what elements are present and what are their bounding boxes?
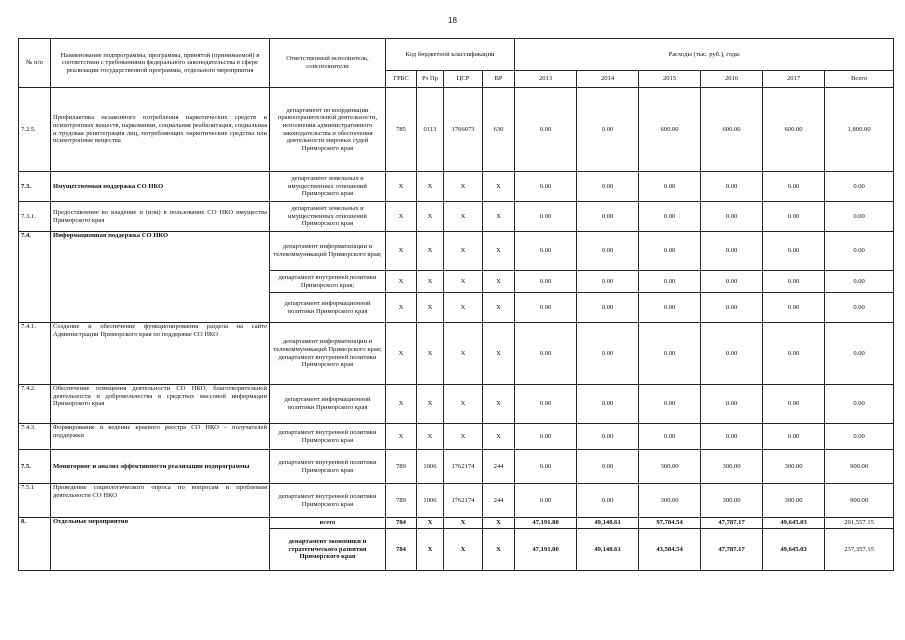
- row-num: 8.: [19, 518, 51, 571]
- value-cell: 1,800.00: [825, 88, 894, 172]
- table-row: [19, 202, 894, 232]
- row-num: 7.5.1: [19, 484, 51, 518]
- row-num: 7.5.: [19, 450, 51, 484]
- header-code: ВР: [483, 71, 515, 88]
- budget-table: [18, 38, 894, 571]
- value-cell: 49,148.61: [577, 529, 639, 571]
- value-cell: 300.00: [701, 450, 763, 484]
- row-name: Мониторинг и анализ эффективности реализации подпрограммы: [51, 450, 270, 484]
- code-cell: 244: [483, 484, 515, 518]
- row-name: Отдельные мероприятия: [51, 518, 270, 571]
- value-cell: 0.00: [515, 484, 577, 518]
- header-expenses: Расходы (тыс. руб.), годы: [515, 39, 894, 71]
- code-cell: X: [483, 271, 515, 293]
- value-cell: 47,787.17: [701, 529, 763, 571]
- code-cell: X: [483, 323, 515, 385]
- code-cell: X: [417, 529, 444, 571]
- header-num: № п/п: [19, 39, 51, 88]
- value-cell: 300.00: [639, 484, 701, 518]
- header-year: 2017: [763, 71, 825, 88]
- code-cell: X: [483, 424, 515, 450]
- code-cell: X: [483, 293, 515, 323]
- code-cell: X: [417, 202, 444, 232]
- value-cell: 0.00: [701, 232, 763, 271]
- header-year: Всего: [825, 71, 894, 88]
- value-cell: 0.00: [639, 232, 701, 271]
- value-cell: 300.00: [639, 450, 701, 484]
- row-name: Обеспечение освещения деятельности СО НКО, благотворительной деятельности и добровольчества в средствах массовой информации Приморского края: [51, 385, 270, 424]
- header-row: [19, 39, 894, 71]
- code-cell: 785: [386, 88, 417, 172]
- value-cell: 900.00: [825, 450, 894, 484]
- value-cell: 0.00: [577, 450, 639, 484]
- value-cell: 0.00: [515, 232, 577, 271]
- value-cell: 0.00: [639, 172, 701, 202]
- header-code: ГРБС: [386, 71, 417, 88]
- header-year: 2015: [639, 71, 701, 88]
- row-executor: департамент внутренней политики Приморского края: [270, 484, 386, 518]
- code-cell: X: [386, 271, 417, 293]
- row-name: Профилактика незаконного потребления наркотических средств и психотропных веществ, наркомании, социальная реабилитация, социальная и трудовая реинтеграция лиц, потребляющих наркотические средства или психотропные вещества: [51, 88, 270, 172]
- code-cell: X: [417, 172, 444, 202]
- value-cell: 0.00: [639, 293, 701, 323]
- row-name: Информационная поддержка СО НКО: [51, 232, 270, 323]
- value-cell: 0.00: [639, 323, 701, 385]
- code-cell: X: [444, 202, 483, 232]
- code-cell: X: [483, 232, 515, 271]
- header-name: Наименование подпрограммы, программы, принятой (принимаемой) в соответствии с требованиями федерального законодательства в сфере реализации государственной программы, отдельного мероприятия: [51, 39, 270, 88]
- code-cell: 784: [386, 529, 417, 571]
- value-cell: 900.00: [825, 484, 894, 518]
- value-cell: 43,584.54: [639, 529, 701, 571]
- value-cell: 300.00: [701, 484, 763, 518]
- value-cell: 0.00: [515, 293, 577, 323]
- table-row: [19, 518, 894, 529]
- code-cell: X: [417, 323, 444, 385]
- code-cell: X: [386, 172, 417, 202]
- value-cell: 600.00: [701, 88, 763, 172]
- row-executor: департамент внутренней политики Приморского края: [270, 450, 386, 484]
- row-executor: департамент земельных и имущественных отношений Приморского края: [270, 172, 386, 202]
- row-name: Создание и обеспечение функционирования раздела на сайте Администрации Приморского края по поддержке СО НКО: [51, 323, 270, 385]
- code-cell: X: [444, 323, 483, 385]
- code-cell: X: [386, 202, 417, 232]
- code-cell: X: [444, 518, 483, 529]
- value-cell: 0.00: [763, 271, 825, 293]
- row-executor: департамент по координации правоохранительной деятельности, исполнения административного законодательства и обеспечения деятельности мировых судей Приморского края: [270, 88, 386, 172]
- code-cell: 0113: [417, 88, 444, 172]
- header-year: 2016: [701, 71, 763, 88]
- table-row: [19, 172, 894, 202]
- code-cell: X: [444, 385, 483, 424]
- row-executor: департамент информационной политики Приморского края: [270, 385, 386, 424]
- value-cell: 0.00: [577, 88, 639, 172]
- row-executor: департамент информатизации и телекоммуникаций Приморского края;: [270, 232, 386, 271]
- code-cell: X: [483, 385, 515, 424]
- value-cell: 0.00: [515, 424, 577, 450]
- row-name: Формирование и ведение краевого реестра СО НКО – получателей поддержки: [51, 424, 270, 450]
- value-cell: 600.00: [639, 88, 701, 172]
- value-cell: 47,191.80: [515, 518, 577, 529]
- code-cell: 1762174: [444, 484, 483, 518]
- table-row: [19, 88, 894, 172]
- code-cell: X: [417, 232, 444, 271]
- value-cell: 0.00: [763, 323, 825, 385]
- header-year: 2014: [577, 71, 639, 88]
- value-cell: 0.00: [763, 232, 825, 271]
- value-cell: 0.00: [515, 202, 577, 232]
- value-cell: 0.00: [639, 424, 701, 450]
- code-cell: X: [444, 424, 483, 450]
- code-cell: X: [483, 518, 515, 529]
- row-executor: департамент информатизации и телекоммуникаций Приморского края; департамент внутренней политики Приморского края: [270, 323, 386, 385]
- value-cell: 0.00: [577, 172, 639, 202]
- value-cell: 0.00: [825, 385, 894, 424]
- code-cell: X: [483, 202, 515, 232]
- value-cell: 0.00: [701, 293, 763, 323]
- value-cell: 0.00: [515, 88, 577, 172]
- value-cell: 0.00: [825, 271, 894, 293]
- code-cell: 1766073: [444, 88, 483, 172]
- value-cell: 0.00: [639, 271, 701, 293]
- value-cell: 0.00: [701, 271, 763, 293]
- value-cell: 49,148.61: [577, 518, 639, 529]
- value-cell: 0.00: [515, 323, 577, 385]
- row-num: 7.4.: [19, 232, 51, 323]
- row-executor: департамент земельных и имущественных отношений Приморского края: [270, 202, 386, 232]
- code-cell: X: [417, 385, 444, 424]
- value-cell: 300.00: [763, 484, 825, 518]
- value-cell: 0.00: [701, 202, 763, 232]
- value-cell: 97,784.54: [639, 518, 701, 529]
- header-year: 2013: [515, 71, 577, 88]
- code-cell: 1762174: [444, 450, 483, 484]
- value-cell: 0.00: [639, 202, 701, 232]
- value-cell: 0.00: [515, 385, 577, 424]
- code-cell: X: [417, 424, 444, 450]
- code-cell: 784: [386, 518, 417, 529]
- code-cell: X: [444, 271, 483, 293]
- value-cell: 0.00: [825, 323, 894, 385]
- header-executor: Ответственный исполнитель, соисполнители: [270, 39, 386, 88]
- value-cell: 0.00: [825, 172, 894, 202]
- value-cell: 0.00: [515, 172, 577, 202]
- header-budget-code: Код бюджетной классификации: [386, 39, 515, 71]
- code-cell: X: [417, 271, 444, 293]
- code-cell: 630: [483, 88, 515, 172]
- code-cell: X: [417, 518, 444, 529]
- row-executor: департамент внутренней политики Приморского края;: [270, 271, 386, 293]
- value-cell: 0.00: [515, 450, 577, 484]
- code-cell: 789: [386, 450, 417, 484]
- value-cell: 0.00: [763, 172, 825, 202]
- value-cell: 0.00: [763, 293, 825, 323]
- row-executor: департамент экономики и стратегического развития Приморского края: [270, 529, 386, 571]
- table-row: [19, 424, 894, 450]
- value-cell: 0.00: [701, 424, 763, 450]
- row-num: 7.3.1.: [19, 202, 51, 232]
- row-name: Предоставление во владение и (или) в пользование СО НКО имущества Приморского края: [51, 202, 270, 232]
- row-num: 7.4.3.: [19, 424, 51, 450]
- code-cell: X: [444, 232, 483, 271]
- value-cell: 300.00: [763, 450, 825, 484]
- code-cell: 1006: [417, 484, 444, 518]
- code-cell: X: [386, 323, 417, 385]
- value-cell: 0.00: [577, 484, 639, 518]
- value-cell: 237,357.15: [825, 529, 894, 571]
- value-cell: 0.00: [763, 385, 825, 424]
- table-row: [19, 232, 894, 271]
- row-executor: департамент внутренней политики Приморского края: [270, 424, 386, 450]
- row-name: Имущественная поддержка СО НКО: [51, 172, 270, 202]
- value-cell: 0.00: [763, 202, 825, 232]
- code-cell: X: [386, 232, 417, 271]
- row-name: Проведение социологического опроса по вопросам и проблемам деятельности СО НКО: [51, 484, 270, 518]
- value-cell: 0.00: [515, 271, 577, 293]
- code-cell: X: [444, 293, 483, 323]
- value-cell: 600.00: [763, 88, 825, 172]
- table-row: [19, 385, 894, 424]
- value-cell: 0.00: [701, 323, 763, 385]
- code-cell: X: [386, 385, 417, 424]
- code-cell: X: [417, 293, 444, 323]
- value-cell: 0.00: [577, 202, 639, 232]
- code-cell: X: [444, 172, 483, 202]
- row-num: 7.4.1.: [19, 323, 51, 385]
- code-cell: 789: [386, 484, 417, 518]
- code-cell: X: [483, 172, 515, 202]
- value-cell: 0.00: [577, 293, 639, 323]
- value-cell: 0.00: [825, 202, 894, 232]
- row-executor: всего: [270, 518, 386, 529]
- header-code: Рз Пр: [417, 71, 444, 88]
- header-code: ЦСР: [444, 71, 483, 88]
- value-cell: 0.00: [577, 232, 639, 271]
- code-cell: X: [386, 424, 417, 450]
- code-cell: 244: [483, 450, 515, 484]
- row-num: 7.3.: [19, 172, 51, 202]
- value-cell: 0.00: [639, 385, 701, 424]
- row-executor: департамент информационной политики Приморского края: [270, 293, 386, 323]
- value-cell: 0.00: [577, 424, 639, 450]
- value-cell: 49,645.03: [763, 518, 825, 529]
- value-cell: 291,557.15: [825, 518, 894, 529]
- value-cell: 0.00: [763, 424, 825, 450]
- code-cell: 1006: [417, 450, 444, 484]
- value-cell: 0.00: [701, 172, 763, 202]
- table-row: [19, 323, 894, 385]
- value-cell: 0.00: [577, 271, 639, 293]
- value-cell: 0.00: [577, 385, 639, 424]
- page-number: 18: [448, 16, 457, 25]
- code-cell: X: [386, 293, 417, 323]
- code-cell: X: [483, 529, 515, 571]
- row-num: 7.2.5.: [19, 88, 51, 172]
- code-cell: X: [444, 529, 483, 571]
- table-row: [19, 484, 894, 518]
- value-cell: 0.00: [577, 323, 639, 385]
- row-num: 7.4.2.: [19, 385, 51, 424]
- value-cell: 0.00: [825, 424, 894, 450]
- value-cell: 47,191.80: [515, 529, 577, 571]
- table-row: [19, 450, 894, 484]
- value-cell: 49,645.03: [763, 529, 825, 571]
- value-cell: 0.00: [825, 232, 894, 271]
- value-cell: 0.00: [701, 385, 763, 424]
- value-cell: 47,787.17: [701, 518, 763, 529]
- value-cell: 0.00: [825, 293, 894, 323]
